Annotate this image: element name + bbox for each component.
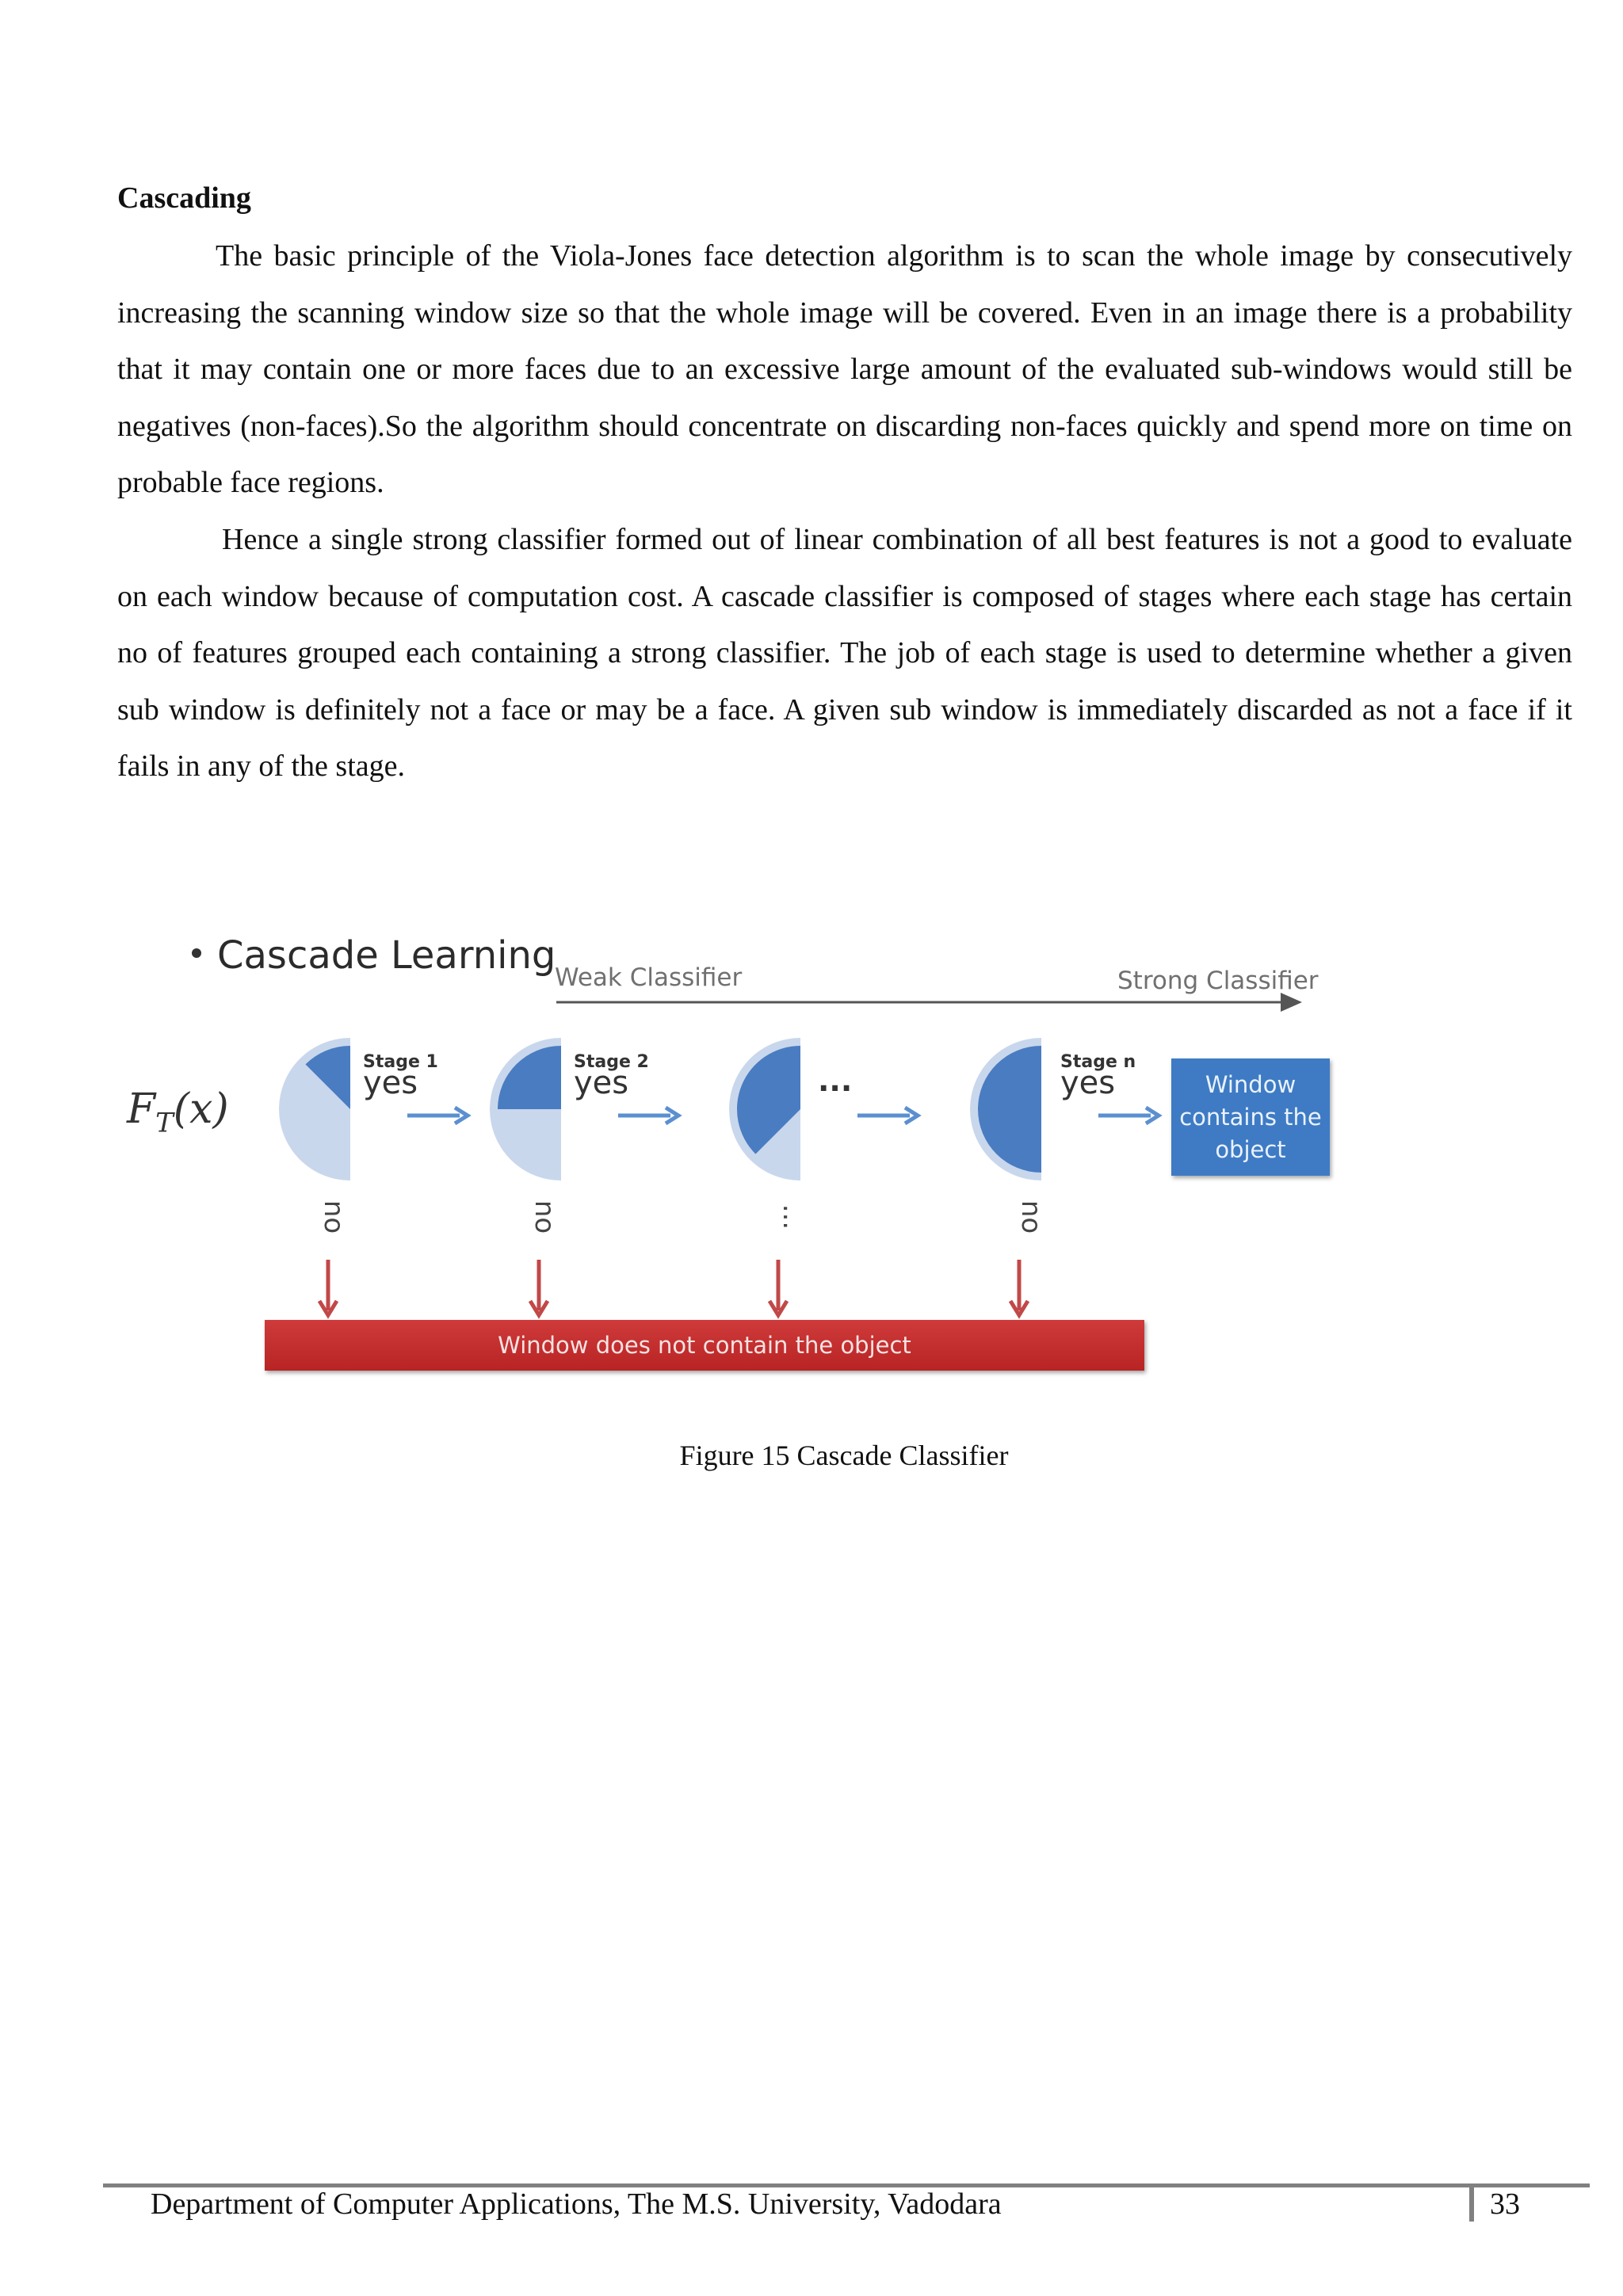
paragraph-1 bbox=[117, 228, 1572, 512]
stage-2-label: Stage 2 bbox=[574, 1052, 649, 1072]
stage-n-label: Stage n bbox=[1060, 1052, 1136, 1072]
stage-2-disc-fill bbox=[498, 1046, 561, 1109]
paragraph-2-text: Hence a single strong classifier formed out of linear combination of all best features is not a good to evaluate on each window because of computation cost. A cascade classifier is composed of stages where each stage has certain no of features grouped each containing a strong classifier. The job of each stage is used to determine whether a given sub window is definitely not a face or may be a face. A given sub window is immediately discarded as not a face if it fails in any of the stage. bbox=[117, 523, 1572, 783]
stage-n-no: no bbox=[1015, 1199, 1048, 1234]
weak-classifier-label: Weak Classifier bbox=[555, 963, 743, 992]
footer-divider bbox=[1469, 2183, 1474, 2222]
stage-1-yes: yes bbox=[363, 1065, 418, 1101]
paragraph-1-text: The basic principle of the Viola-Jones face detection algorithm is to scan the whole image by consecutively increasing the scanning window size so that the whole image will be covered. Even in an image there is a probability that it may contain one or more faces due to an excessive large amount of the evaluated sub-windows would still be negatives (non-faces).So the algorithm should concentrate on discarding non-faces quickly and spend more on time on probable face regions. bbox=[117, 239, 1572, 499]
stage-1-no: no bbox=[318, 1199, 350, 1234]
stage-1-label: Stage 1 bbox=[363, 1052, 438, 1072]
bullet-icon bbox=[192, 948, 201, 958]
paragraph-2 bbox=[117, 512, 1572, 795]
window-rejected-bar: Window does not contain the object bbox=[265, 1320, 1144, 1371]
figure-title: Cascade Learning bbox=[217, 933, 556, 978]
stage-n-yes: yes bbox=[1060, 1065, 1116, 1101]
figure-caption: Figure 15 Cascade Classifier bbox=[679, 1440, 1009, 1471]
function-subscript: T bbox=[155, 1107, 174, 1139]
strong-classifier-label: Strong Classifier bbox=[1117, 967, 1319, 995]
stage-ellipsis-no: ... bbox=[777, 1203, 809, 1230]
stage-ellipsis: ... bbox=[818, 1063, 853, 1098]
function-label bbox=[127, 1085, 229, 1138]
cascade-figure bbox=[119, 935, 1355, 1394]
footer-text: Department of Computer Applications, The M.S. University, Vadodara bbox=[151, 2187, 1002, 2221]
stage-2-no: no bbox=[529, 1199, 561, 1234]
window-contains-object-box: Window contains the object bbox=[1171, 1058, 1330, 1176]
function-arg: (x) bbox=[173, 1085, 229, 1133]
page-number: 33 bbox=[1490, 2187, 1520, 2221]
stage-2-yes: yes bbox=[574, 1065, 629, 1101]
function-name: F bbox=[127, 1085, 156, 1133]
section-heading: Cascading bbox=[117, 181, 251, 215]
